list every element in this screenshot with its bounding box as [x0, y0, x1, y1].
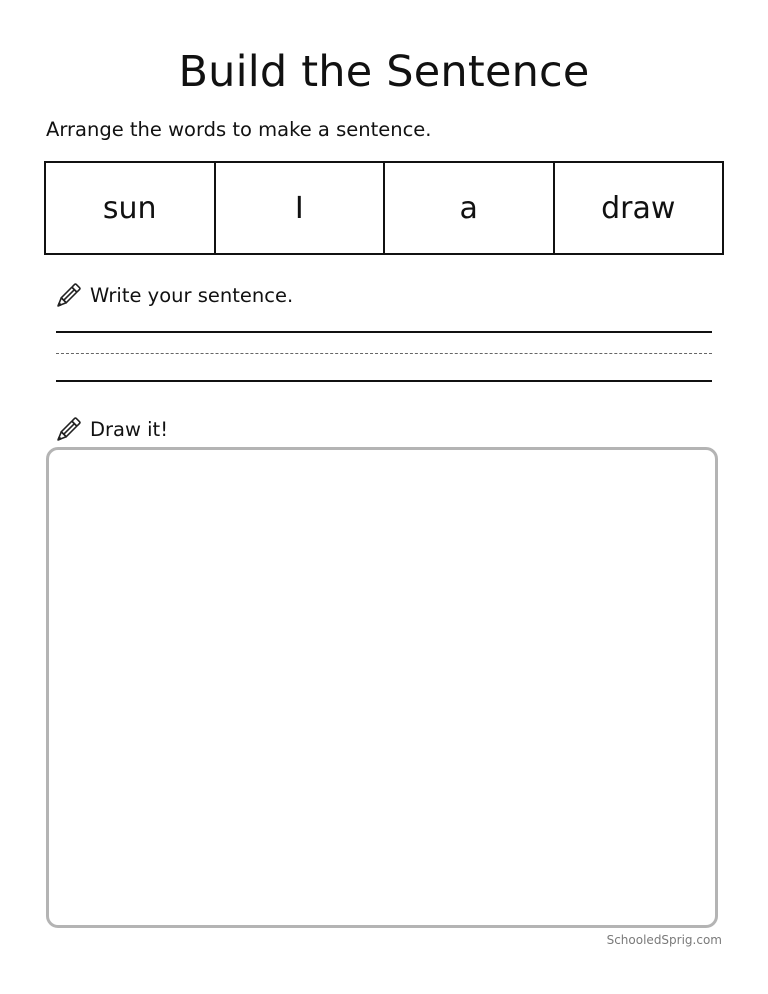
- pencil-icon: [52, 414, 84, 446]
- footer-brand: SchooledSprig.com: [606, 933, 722, 947]
- draw-section-label: [52, 414, 168, 446]
- word-cell: draw: [601, 190, 676, 226]
- page-title: Build the Sentence: [178, 47, 590, 97]
- drawing-area[interactable]: [46, 447, 718, 928]
- writing-line-top: [56, 331, 712, 333]
- pencil-icon: [52, 280, 84, 312]
- writing-line-baseline: [56, 380, 712, 382]
- word-cell: sun: [46, 163, 216, 253]
- instructions-text: Arrange the words to make a sentence.: [46, 118, 432, 141]
- writing-line-midline: [56, 353, 712, 354]
- word-cell: I: [216, 163, 386, 253]
- draw-prompt: Draw it!: [90, 418, 169, 441]
- write-section-label: [52, 280, 293, 312]
- writing-lines[interactable]: [56, 320, 712, 390]
- word-cell: a: [385, 163, 555, 253]
- word-bank: [44, 161, 724, 255]
- write-prompt: Write your sentence.: [90, 284, 294, 307]
